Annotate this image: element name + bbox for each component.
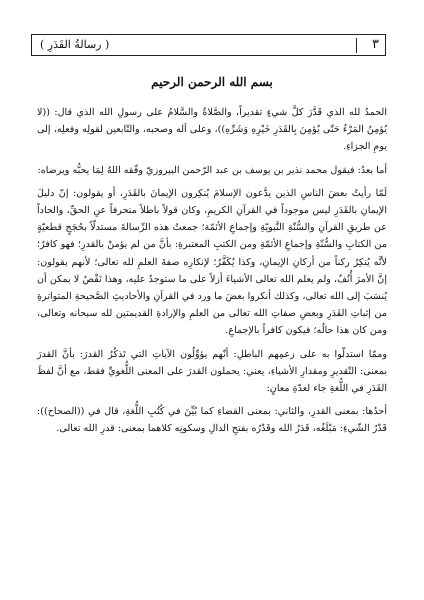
paragraph-opening: الحمدُ لله الذي قَدَّرَ كلَّ شيءٍ تقديراً، والصَّلاةُ والسَّلامُ على رسولِ الله الذي قال: ((لا يُؤمِنُ المَرْءُ حَتّى يُؤمِنَ بِالقَدَرِ خَيْرِهِ وَشَرِّهِ))، وعلى آله وصحبه، والتّابعين لقولِه وفعلِه، إلى يومِ الجزاءِ. <box>37 107 387 153</box>
header-title: ( رسالةُ القَدَرِ ) <box>40 38 110 51</box>
basmala-heading: بسم الله الرحمن الرحيم <box>151 75 273 89</box>
paragraph-author: أما بعدُ: فيقول محمد نذير بن يوسف بن عبد الرّحمن البيروزيّ وفّقه اللهُ لِمَا يحبُّه ويرضاه: <box>37 164 387 176</box>
paragraph-purpose: لَمّا رأيتُ بعضَ الناسِ الذين يدَّعون الإسلامَ يُنكِرون الإيمانَ بالقَدَرِ، أو يقولون: إنّ دليلَ الإيمانِ بالقَدَرِ ليس موجوداً في القرآنِ الكريمِ، وكان قولاً باطلاً منحرفاً عنِ الحقِّ، والحاداً عن طريقِ القرآنِ والسُّنّةِ النَّبويّةِ وإجماعِ الأئمّة؛ جمعتُ هذه الرِّسالةَ مستدلّاً بحُجَجٍ قطعيّةٍ من الكتابِ والسُّنّةِ وإجماعِ الأئمّةِ ومن الكتبِ المعتبرةِ: بأنَّ من لم يؤمنْ بالقدرِ؛ فهو كافرٌ؛ لأنَّه يُنكِرُ ركناً من أركانِ الإيمانِ، وكذا يُكَفَّرُ؛ لإنكارِه صفةَ العلمِ لله تعالى؛ لأنهم يقولون: إنَّ الأمرَ أُنُفٌ، ولم يعلم الله تعالى الأشياءَ أزلاً على ما ستوجدُ عليه، وهذا نَقْصٌ لا يمكن أن يُنسَبَ إلى الله تعالى، وكذلك أنكروا بعضَ ما ورد في القرآنِ والأحاديثِ الصَّحيحةِ المتواترةِ من إثباتِ القَدَرِ وبعضِ صفاتِ الله تعالى من العلمِ والإرادةِ القديمتين لله سبحانه وتعالى، ومن كان هذا حالُه؛ فيكون كافراً بالإجماعِ. <box>37 187 387 337</box>
page-number: ٣ <box>372 37 379 52</box>
paragraph-argument: وممّا استدلّوا به على زعمِهم الباطلِ: أنّهم يؤوِّلُون الآياتِ التي تَذكُرُ القدرَ: بأنَّ القدرَ بمعنى: التّقديرِ ومقدارِ الأشياءِ، يعني: يحملون القدرَ على المعنى اللُّغويِّ فقط، مع أنَّ لفظَ القَدَرِ في اللُّغةِ جاء لعدّةِ معانٍ: <box>37 348 387 395</box>
header-divider <box>356 38 357 53</box>
body-text <box>37 104 387 438</box>
paragraph-definition: أحدُها: بمعنى القدرِ، والثاني: بمعنى القضاءِ كما بُيِّنَ في كُتُبِ اللُّغةِ، قال في ((الصحاح)): قَدْرُ الشّيءِ: مَبْلَغُه، قَدَرُ الله وقَدْرُه بفتحِ الدالِ وسكونِه كلاهما بمعنى: قدرِ الله تعالى. <box>37 406 387 435</box>
running-header <box>31 34 386 56</box>
